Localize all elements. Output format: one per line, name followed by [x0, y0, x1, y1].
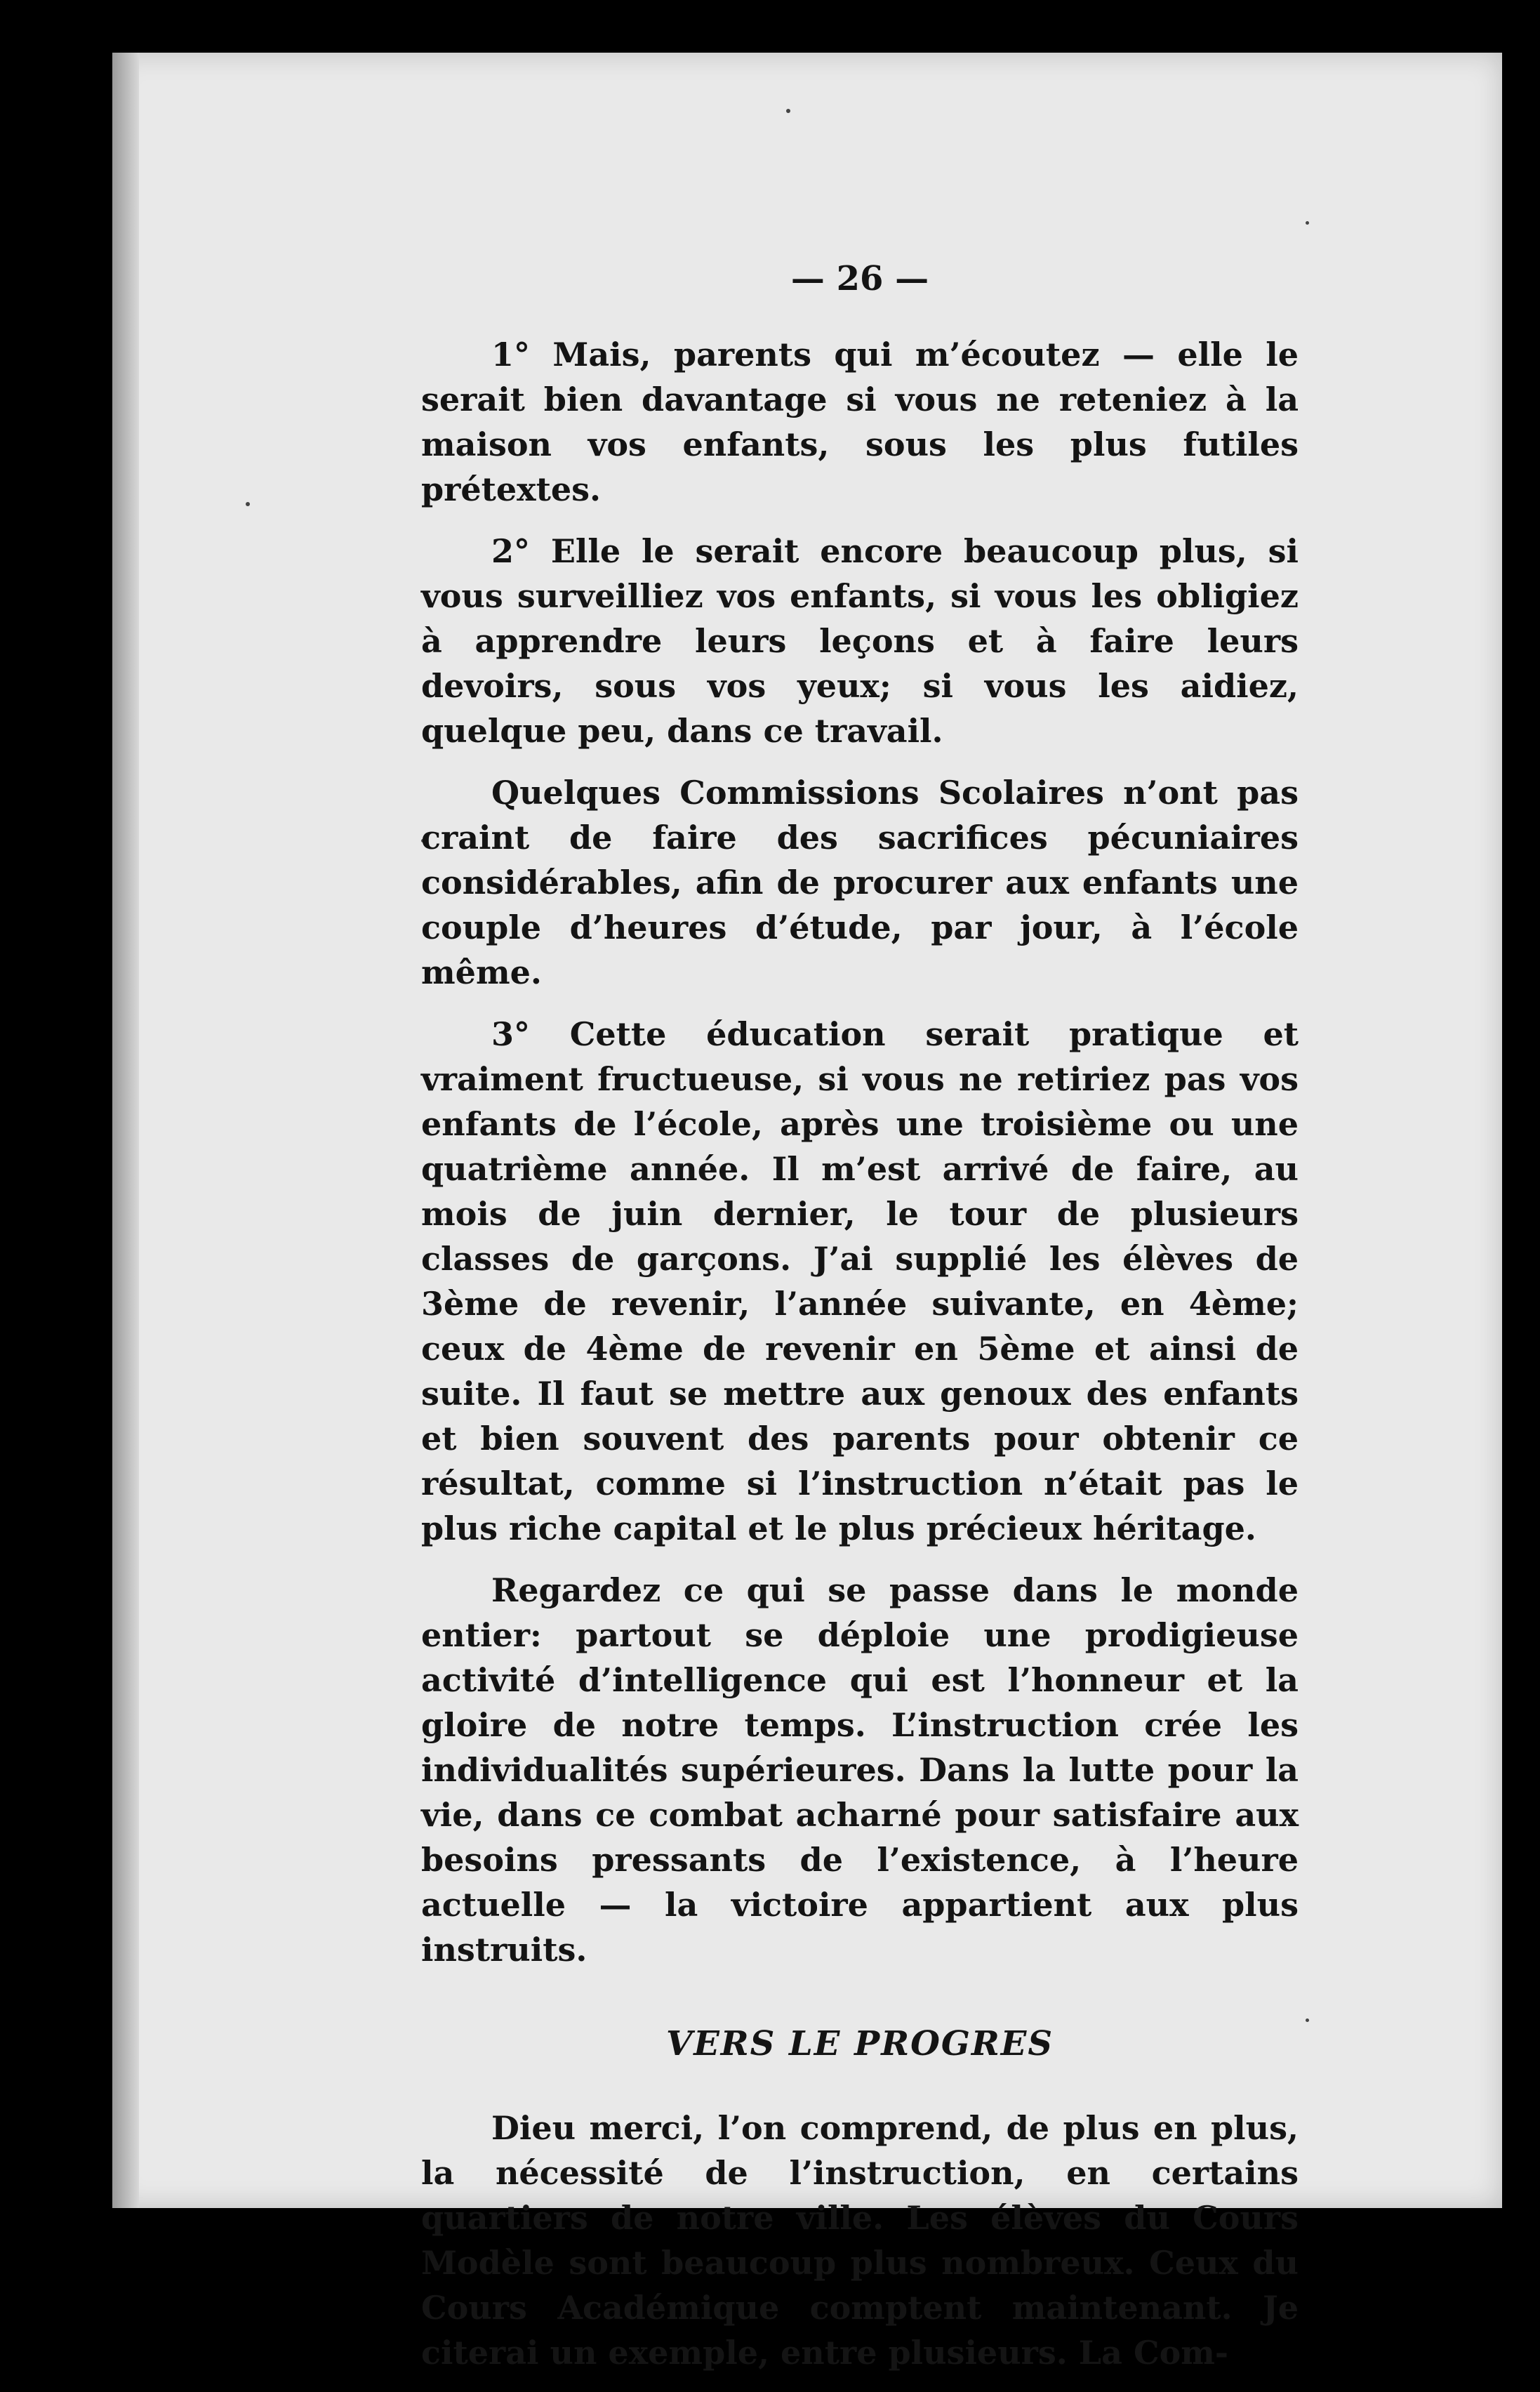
paragraph: 1° Mais, parents qui m’écoutez — elle le serait bien davantage si vous ne reteniez à la maison vos enfants, sous les plus futiles prétextes. [421, 336, 1299, 508]
page-number: — 26 — [790, 259, 929, 298]
binding-edge [112, 53, 139, 2208]
speck-mark [1306, 2018, 1309, 2022]
paragraph: 3° Cette éducation serait pratique et vraiment fructueuse, si vous ne retiriez pas vos enfants de l’école, après une troisième ou une quatrième année. Il m’est arrivé de faire, au mois de juin dernier, le tour de plusieurs classes de garçons. J’ai supplié les élèves de 3ème de revenir, l’année suivante, en 4ème; ceux de 4ème de revenir en 5ème et ainsi de suite. Il faut se mettre aux genoux des enfants et bien souvent des parents pour obtenir ce résultat, comme si l’instruction n’était pas le plus riche capital et le plus précieux héritage. [421, 1015, 1299, 1547]
paragraph: Regardez ce qui se passe dans le monde entier: partout se déploie une prodigieuse activité d’intelligence qui est l’honneur et la gloire de notre temps. L’instruction crée les individualités supérieures. Dans la lutte pour la vie, dans ce combat acharné pour satisfaire aux besoins pressants de l’existence, à l’heure actuelle — la victoire appartient aux plus instruits. [421, 1571, 1299, 1969]
speck-mark [246, 502, 250, 506]
page-body [421, 256, 1299, 2392]
section-heading: VERS LE PROGRES [665, 2024, 1054, 2063]
paragraph: Dieu merci, l’on comprend, de plus en plus, la nécessité de l’instruction, en certains quartiers de notre ville. Les élèves du Cours Modèle sont beaucoup plus nombreux. Ceux du Cours Académique comptent maintenant. Je citerai un exemple, entre plusieurs. La Com- [421, 2109, 1299, 2372]
speck-mark [1306, 221, 1309, 225]
paragraph: 2° Elle le serait encore beaucoup plus, si vous surveilliez vos enfants, si vous les obligiez à apprendre leurs leçons et à faire leurs devoirs, sous vos yeux; si vous les aidiez, quelque peu, dans ce travail. [421, 532, 1299, 750]
scanned-page [112, 53, 1502, 2372]
paragraph: Quelques Commissions Scolaires n’ont pas craint de faire des sacrifices pécuniaires considérables, afin de procurer aux enfants une couple d’heures d’étude, par jour, à l’école même. [421, 774, 1299, 991]
speck-mark [786, 109, 790, 113]
